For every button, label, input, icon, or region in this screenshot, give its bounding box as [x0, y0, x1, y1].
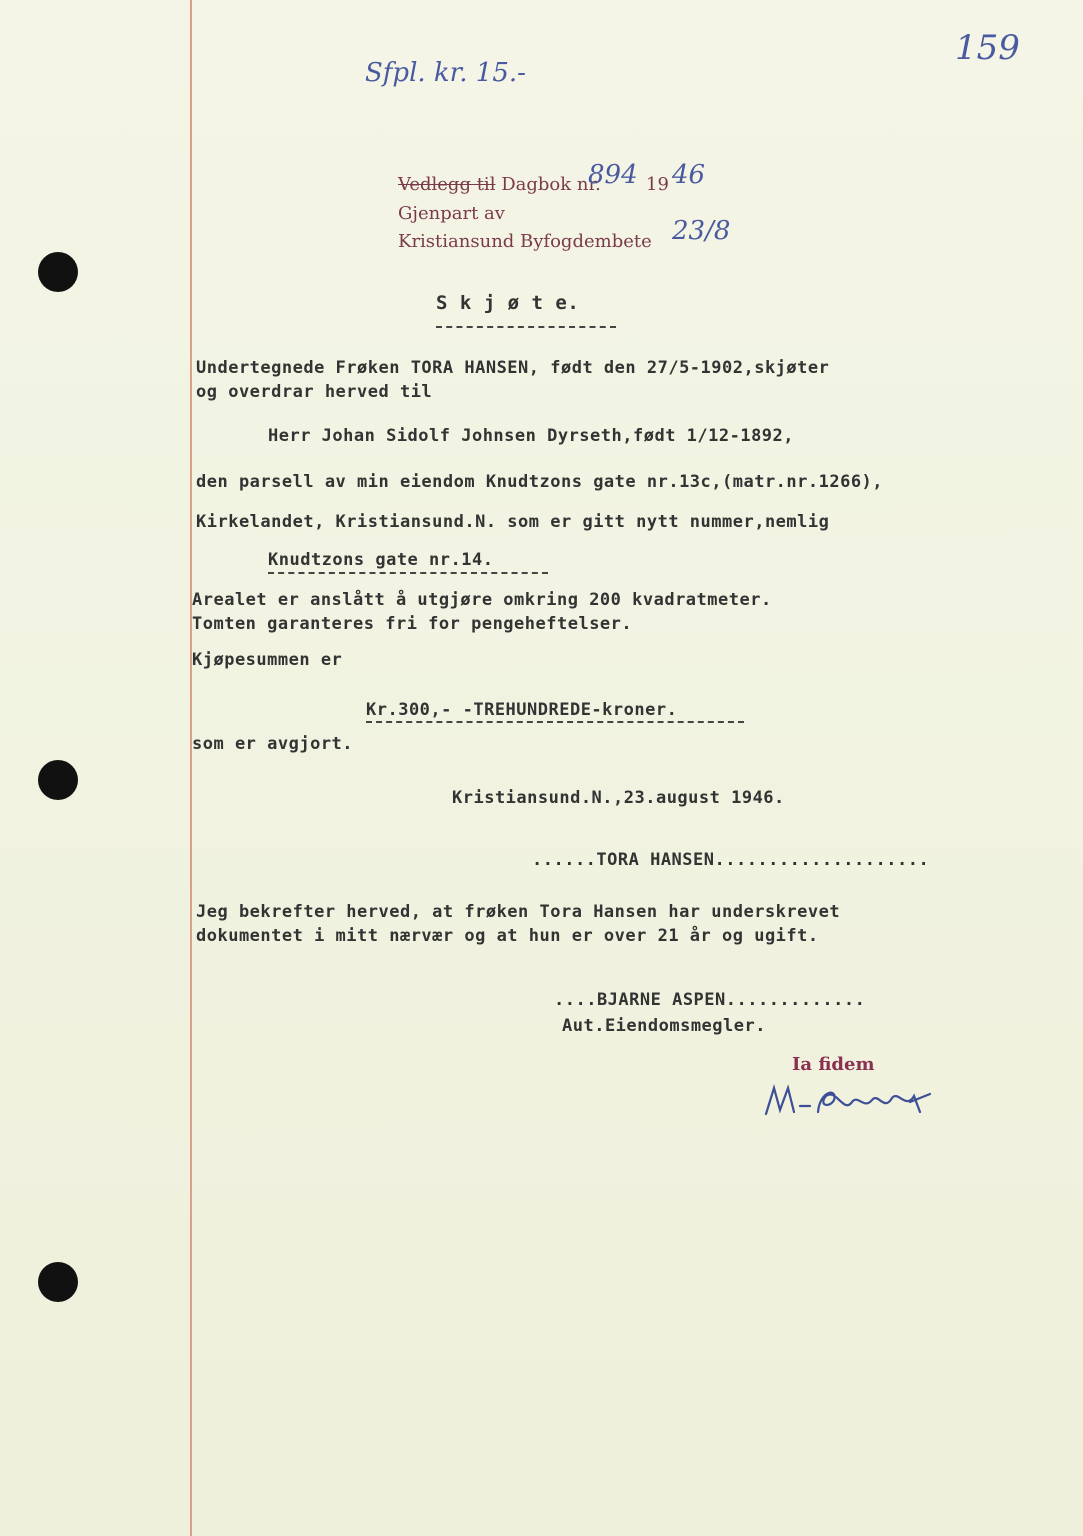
para1-line2: og overdrar herved til — [196, 382, 433, 402]
price: Kr.300,- -TREHUNDREDE-kroner. — [366, 700, 678, 720]
fee-note: Sfpl. kr. 15.- — [365, 58, 526, 88]
punch-hole — [38, 1262, 78, 1302]
year-suffix: 46 — [672, 160, 706, 190]
parcel-line2: Kirkelandet, Kristiansund.N. som er gitt nytt nummer,nemlig — [196, 512, 830, 532]
area-line2: Tomten garanteres fri for pengeheftelser. — [192, 614, 633, 634]
stamp-struck-text: Vedlegg til — [398, 174, 496, 195]
new-address: Knudtzons gate nr.14. — [268, 550, 494, 570]
address-underline — [268, 572, 548, 574]
settled-line: som er avgjort. — [192, 734, 354, 754]
witness-line2: dokumentet i mitt nærvær og at hun er over 21 år og ugift. — [196, 926, 819, 946]
price-underline — [366, 721, 744, 723]
margin-line — [190, 0, 192, 1536]
punch-hole — [38, 252, 78, 292]
title-underline — [436, 326, 616, 328]
witness-signature: ....BJARNE ASPEN............. — [554, 990, 866, 1010]
place-date: Kristiansund.N.,23.august 1946. — [452, 788, 785, 808]
stamp-dagbok-label: Dagbok nr. — [501, 174, 601, 195]
witness-title: Aut.Eiendomsmegler. — [562, 1016, 766, 1036]
stamp-line-3: Kristiansund Byfogdembete — [398, 231, 652, 252]
document-title: S k j ø t e. — [436, 292, 580, 314]
dagbok-number: 894 — [588, 160, 638, 190]
buyer-line: Herr Johan Sidolf Johnsen Dyrseth,født 1/12-1892, — [268, 426, 795, 446]
stamp-date: 23/8 — [672, 216, 731, 246]
certification-stamp: Ia fidem — [792, 1054, 875, 1075]
parcel-line1: den parsell av min eiendom Knudtzons gate nr.13c,(matr.nr.1266), — [196, 472, 884, 492]
price-intro: Kjøpesummen er — [192, 650, 343, 670]
page-number: 159 — [955, 28, 1020, 68]
seller-signature: ......TORA HANSEN.................... — [532, 850, 930, 870]
witness-line1: Jeg bekrefter herved, at frøken Tora Hansen har underskrevet — [196, 902, 841, 922]
para1-line1: Undertegnede Frøken TORA HANSEN, født den 27/5-1902,skjøter — [196, 358, 830, 378]
stamp-line-1 — [398, 174, 601, 195]
clerk-signature — [760, 1076, 940, 1126]
area-line1: Arealet er anslått å utgjøre omkring 200 kvadratmeter. — [192, 590, 772, 610]
stamp-year-prefix: 19 — [646, 174, 669, 195]
stamp-line-2: Gjenpart av — [398, 203, 505, 224]
punch-hole — [38, 760, 78, 800]
